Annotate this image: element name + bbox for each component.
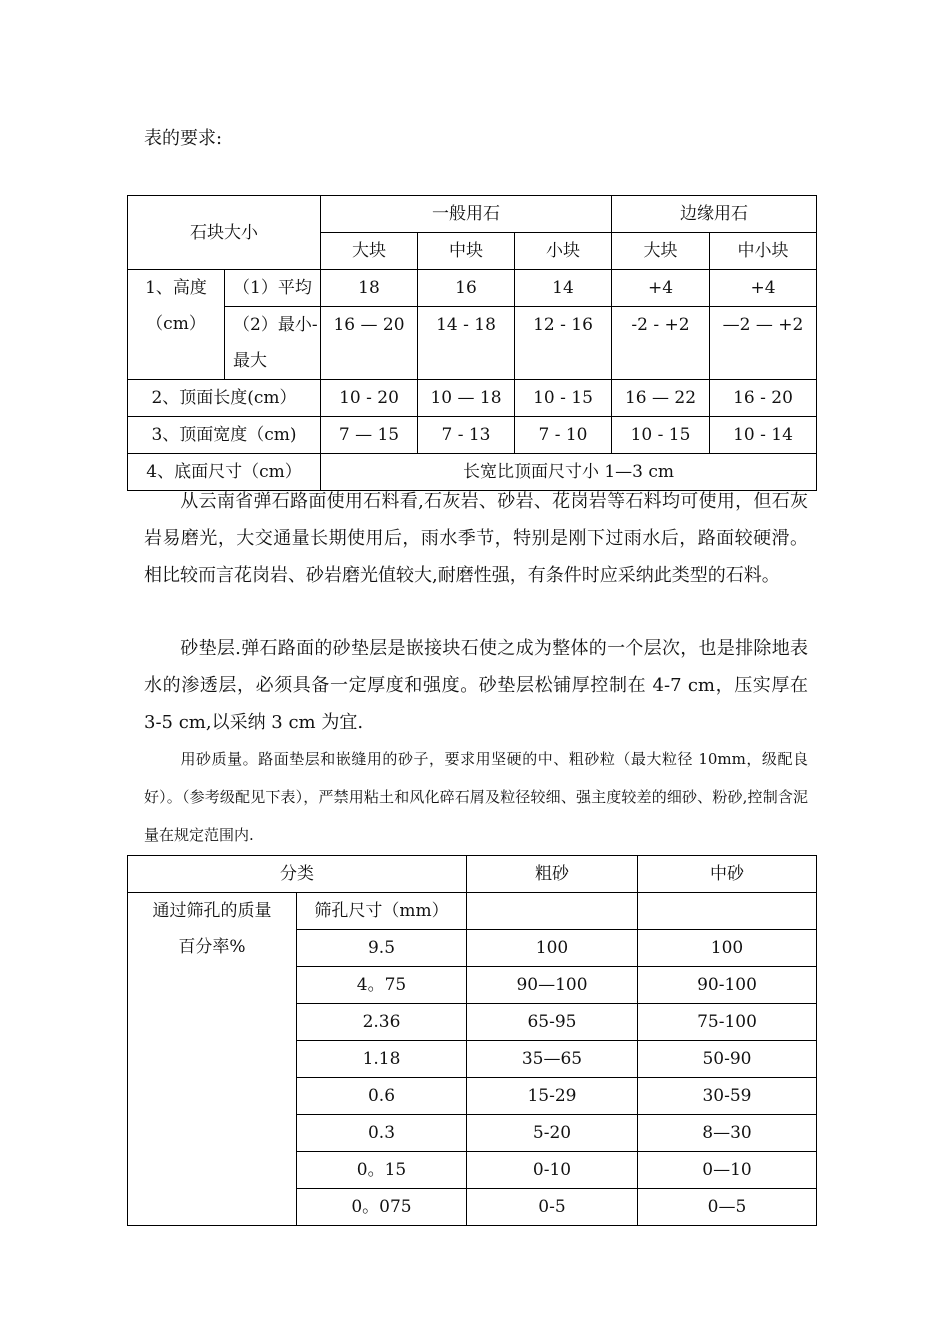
medium-value: 0—5: [638, 1189, 817, 1226]
table-cell: 16 — 20: [321, 307, 418, 380]
passing-label-line1: 通过筛孔的质量: [152, 901, 272, 921]
paragraph-text: 从云南省弹石路面使用石料看,石灰岩、砂岩、花岗岩等石料均可使用，但石灰岩易磨光，大交通量长期使用后，雨水季节，特别是刚下过雨水后，路面较硬滑。相比较而言花岗岩、砂岩磨光值较大,耐磨性强，有条件时应采纳此类型的石料。: [144, 491, 808, 586]
bottom-size-label: 4、底面尺寸（cm）: [128, 454, 321, 491]
medium-value: 30-59: [638, 1078, 817, 1115]
header-coarse: 粗砂: [467, 856, 638, 893]
paragraph-sand-cushion: [144, 630, 808, 741]
medium-value: 0—10: [638, 1152, 817, 1189]
table-cell: 10 - 15: [515, 380, 612, 417]
coarse-value: 65-95: [467, 1004, 638, 1041]
table-cell: [638, 893, 817, 930]
paragraph-sand-quality: [144, 740, 808, 854]
top-length-label: 2、顶面长度(cm）: [128, 380, 321, 417]
table-cell: 12 - 16: [515, 307, 612, 380]
height-label-line1: 1、高度: [145, 278, 207, 298]
coarse-value: 0-5: [467, 1189, 638, 1226]
table-row: [128, 893, 817, 930]
sub-header: 大块: [321, 233, 418, 270]
sand-grading-table: [127, 855, 817, 1226]
bottom-size-value: 长宽比顶面尺寸小 1—3 cm: [321, 454, 817, 491]
minmax-label-cell: [225, 307, 321, 380]
sieve-size: 0.6: [297, 1078, 467, 1115]
paragraph-text: 砂垫层.弹石路面的砂垫层是嵌接块石使之成为整体的一个层次，也是排除地表水的渗透层，必须具备一定厚度和强度。砂垫层松铺厚控制在 4-7 cm，压实厚在 3-5 cm,以采纳 3 cm 为宜.: [144, 638, 808, 733]
sieve-size: 0.3: [297, 1115, 467, 1152]
sub-header: 中小块: [710, 233, 817, 270]
top-width-label: 3、顶面宽度（cm): [128, 417, 321, 454]
coarse-value: 90—100: [467, 967, 638, 1004]
table-row: [128, 856, 817, 893]
passing-label-line2: 百分率%: [178, 937, 246, 957]
minmax-label-line2: 最大: [233, 351, 267, 371]
table-cell: 10 - 14: [710, 417, 817, 454]
table-row: [128, 307, 817, 380]
table-row: [128, 417, 817, 454]
sieve-size: 2.36: [297, 1004, 467, 1041]
minmax-label-line1: （2）最小-: [233, 315, 318, 335]
coarse-value: 15-29: [467, 1078, 638, 1115]
table-cell: 10 - 20: [321, 380, 418, 417]
medium-value: 100: [638, 930, 817, 967]
table-cell: -2 - +2: [612, 307, 710, 380]
sieve-size: 9.5: [297, 930, 467, 967]
passing-percent-label: [128, 893, 297, 1226]
sub-header: 中块: [418, 233, 515, 270]
sub-header: 小块: [515, 233, 612, 270]
sub-header: 大块: [612, 233, 710, 270]
group-header-general: 一般用石: [321, 196, 612, 233]
table-cell: —2 — +2: [710, 307, 817, 380]
height-label-cell: [128, 270, 225, 380]
table-cell: 14: [515, 270, 612, 307]
group-header-edge: 边缘用石: [612, 196, 817, 233]
table-cell: 7 - 10: [515, 417, 612, 454]
coarse-value: 100: [467, 930, 638, 967]
table-row: [128, 270, 817, 307]
table-cell: 14 - 18: [418, 307, 515, 380]
medium-value: 50-90: [638, 1041, 817, 1078]
table-row: [128, 380, 817, 417]
table-cell: 10 — 18: [418, 380, 515, 417]
sieve-size: 1.18: [297, 1041, 467, 1078]
medium-value: 90-100: [638, 967, 817, 1004]
avg-label: （1）平均: [225, 270, 321, 307]
section-heading: 表的要求:: [144, 128, 223, 149]
stone-size-table: [127, 195, 817, 491]
table-cell: 16 - 20: [710, 380, 817, 417]
sieve-size: 0。15: [297, 1152, 467, 1189]
coarse-value: 0-10: [467, 1152, 638, 1189]
sieve-size: 4。75: [297, 967, 467, 1004]
table-cell: +4: [612, 270, 710, 307]
table-cell: 7 — 15: [321, 417, 418, 454]
medium-value: 8—30: [638, 1115, 817, 1152]
table-cell: 7 - 13: [418, 417, 515, 454]
coarse-value: 35—65: [467, 1041, 638, 1078]
sieve-size: 0。075: [297, 1189, 467, 1226]
table-cell: 16: [418, 270, 515, 307]
table-cell: 10 - 15: [612, 417, 710, 454]
header-category: 分类: [128, 856, 467, 893]
height-label-line2: （cm）: [146, 314, 206, 334]
table-row: [128, 196, 817, 233]
table-cell: +4: [710, 270, 817, 307]
paragraph-text: 用砂质量。路面垫层和嵌缝用的砂子，要求用坚硬的中、粗砂粒（最大粒径 10mm，级配良好）。（参考级配见下表），严禁用粘土和风化碎石屑及粒径较细、强主度较差的细砂、粉砂,控制含泥量在规定范围内.: [144, 750, 808, 844]
table-cell: [467, 893, 638, 930]
coarse-value: 5-20: [467, 1115, 638, 1152]
medium-value: 75-100: [638, 1004, 817, 1041]
stone-corner-header: 石块大小: [128, 196, 321, 270]
table-cell: 16 — 22: [612, 380, 710, 417]
paragraph-stone-materials: [144, 483, 808, 594]
header-medium: 中砂: [638, 856, 817, 893]
table-cell: 18: [321, 270, 418, 307]
sieve-size-header: 筛孔尺寸（mm）: [297, 893, 467, 930]
